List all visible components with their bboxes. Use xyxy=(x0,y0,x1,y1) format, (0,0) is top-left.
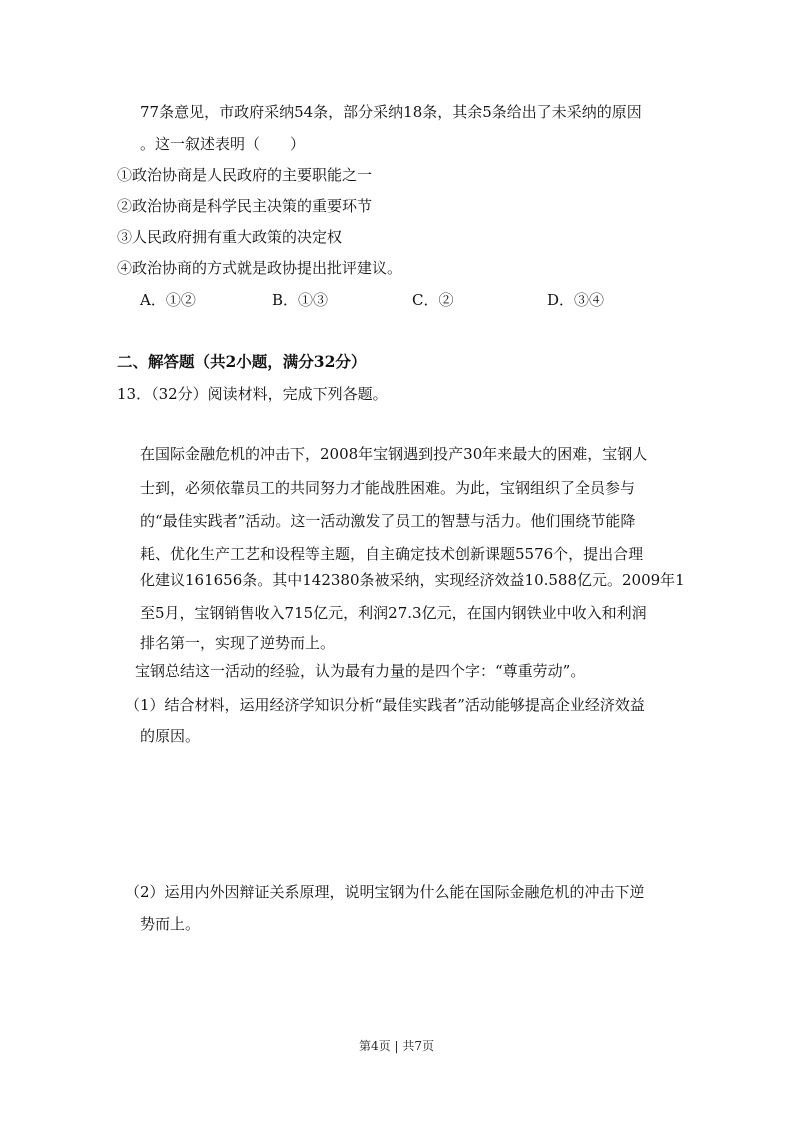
q12-options xyxy=(140,290,620,310)
q13-summary: 宝钢总结这一活动的经验，认为最有力量的是四个字：“尊重劳动”。 xyxy=(135,662,586,680)
q13-material-line-7: 排名第一，实现了逆势而上。 xyxy=(140,634,336,652)
q12-stem-line2: 。这一叙述表明（ ） xyxy=(140,135,306,153)
q12-option-a: A．①② xyxy=(140,291,196,309)
q13-sub2-line1: （2）运用内外因辩证关系原理，说明宝钢为什么能在国际金融危机的冲击下逆 xyxy=(125,883,645,901)
q13-material-line-2: 士到，必须依靠员工的共同努力才能战胜困难。为此，宝钢组织了全员参与 xyxy=(140,479,636,497)
q13-material-line-1: 在国际金融危机的冲击下，2008年宝钢遇到投产30年来最大的困难，宝钢人 xyxy=(140,445,648,463)
q12-stem-line1: 77条意见，市政府采纳54条，部分采纳18条，其余5条给出了未采纳的原因 xyxy=(140,103,642,121)
q12-statement-1: ①政治协商是人民政府的主要职能之一 xyxy=(117,166,373,184)
q12-statement-3: ③人民政府拥有重大政策的决定权 xyxy=(117,228,343,246)
q13-sub2-line2: 势而上。 xyxy=(140,915,201,933)
q13-material-line-4: 耗、优化生产工艺和设程等主题，自主确定技术创新课题5576个，提出合理 xyxy=(140,545,644,563)
q12-option-d: D．③④ xyxy=(547,291,605,309)
q12-option-b: B．①③ xyxy=(272,291,329,309)
q13-sub1-line2: 的原因。 xyxy=(140,727,201,745)
q13-material-line-6: 至5月，宝钢销售收入715亿元，利润27.3亿元，在国内钢铁业中收入和利润 xyxy=(140,604,647,622)
q13-intro: 13．（32分）阅读材料，完成下列各题。 xyxy=(117,385,388,403)
page-footer: 第4页 | 共7页 xyxy=(359,1039,434,1053)
q12-statement-2: ②政治协商是科学民主决策的重要环节 xyxy=(117,197,373,215)
q13-material-line-3: 的“最佳实践者”活动。这一活动激发了员工的智慧与活力。他们围绕节能降 xyxy=(140,512,636,530)
q13-sub1-line1: （1）结合材料，运用经济学知识分析“最佳实践者”活动能够提高企业经济效益 xyxy=(125,696,645,714)
q13-material-line-5: 化建议161656条。其中142380条被采纳，实现经济效益10.588亿元。2009年1 xyxy=(140,571,685,589)
section-heading: 二、解答题（共2小题，满分32分） xyxy=(117,352,367,371)
q12-option-c: C．② xyxy=(412,291,454,309)
q12-statement-4: ④政治协商的方式就是政协提出批评建议。 xyxy=(117,259,403,277)
